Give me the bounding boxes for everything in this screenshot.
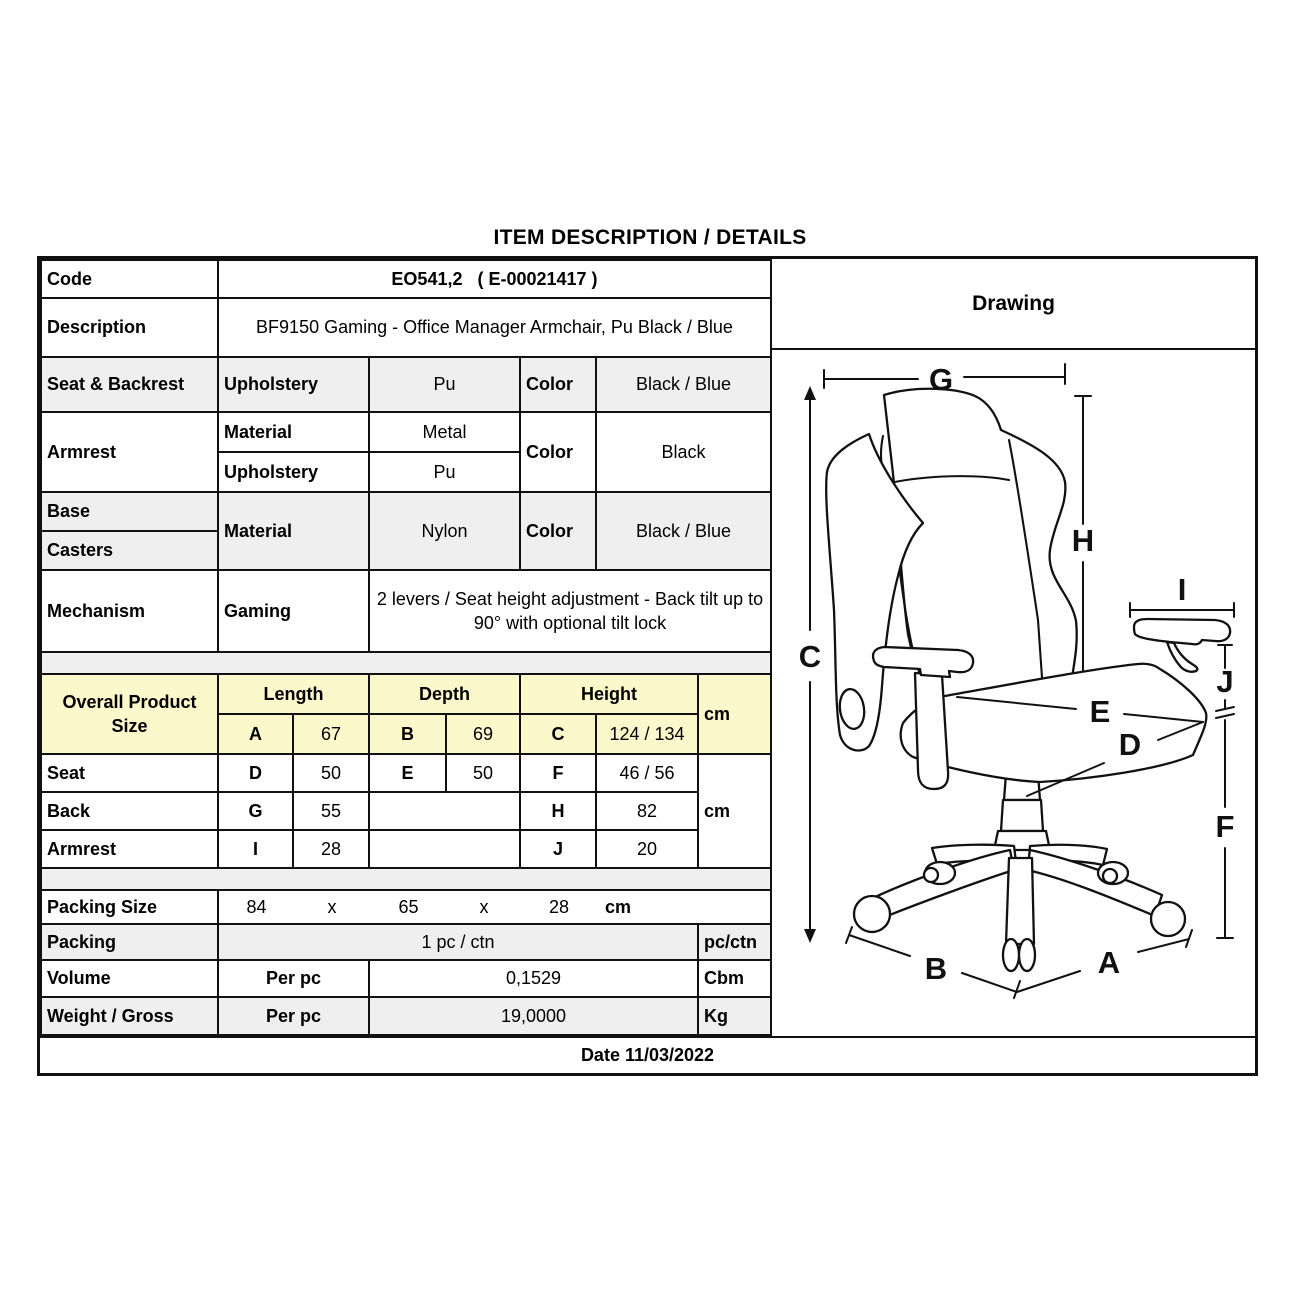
caster-right [1151,902,1185,936]
drawing-title: Drawing [772,259,1255,350]
base-arm-front [1006,858,1034,944]
row-size-seat [41,754,771,792]
seat-backrest-label: Seat & Backrest [41,357,218,412]
dim-label-f: F [1215,809,1235,844]
row-volume [41,960,771,997]
row-armrest-material [41,412,771,452]
dim-label-g: G [928,362,954,397]
size-back-height-key: H [520,792,596,830]
gas-lift-lower [1001,800,1043,831]
size-overall-height: 124 / 134 [596,714,698,754]
packing-size-label: Packing Size [41,890,218,924]
base-color-label: Color [520,492,596,570]
weight-label: Weight / Gross [41,997,218,1035]
size-overall-unit: cm [698,674,771,754]
armrest-upholstery-label: Upholstery [218,452,369,492]
spec-frame [37,256,1258,1076]
spacer [41,868,771,890]
volume-unit: Cbm [698,960,771,997]
caster-front-wheel-left [1003,939,1019,971]
description-value: BF9150 Gaming - Office Manager Armchair, Pu Black / Blue [218,298,771,357]
size-back-label: Back [41,792,218,830]
drawing-panel [772,259,1255,1036]
dim-label-b: B [924,951,948,986]
row-size-armrest [41,830,771,868]
armrest-material-value: Metal [369,412,520,452]
volume-label: Volume [41,960,218,997]
packing-label: Packing [41,924,218,960]
size-seat-length: 50 [293,754,369,792]
size-back-length: 55 [293,792,369,830]
row-spacer-2 [41,868,771,890]
caster-left [854,896,890,932]
dim-label-e: E [1089,694,1111,729]
caster-front-wheel-right [1019,939,1035,971]
page-title: ITEM DESCRIPTION / DETAILS [493,226,807,249]
armrest-side-stem [915,673,948,789]
armrest-label: Armrest [41,412,218,492]
chair-drawing [772,350,1260,1034]
armrest-upholstery-value: Pu [369,452,520,492]
code-label: Code [41,260,218,298]
casters-label: Casters [41,531,218,570]
packing-size-length: 84 [246,896,267,917]
row-packing [41,924,771,960]
packing-size-sep2: x [479,896,489,917]
packing-size-values [218,890,771,924]
armrest-detail-stem [1167,642,1197,672]
dim-label-d: D [1118,727,1142,762]
mechanism-type: Gaming [218,570,369,652]
weight-basis: Per pc [218,997,369,1035]
size-label: Overall Product Size [41,674,218,754]
row-size-headers [41,674,771,714]
base-label: Base [41,492,218,531]
size-back-depth-empty [369,792,520,830]
armrest-detail-pad [1134,619,1230,644]
weight-unit: Kg [698,997,771,1035]
date-row: Date 11/03/2022 [40,1036,1255,1073]
dim-label-i: I [1177,572,1187,607]
row-packing-size [41,890,771,924]
size-back-length-key: G [218,792,293,830]
size-seat-label: Seat [41,754,218,792]
mechanism-label: Mechanism [41,570,218,652]
mechanism-details: 2 levers / Seat height adjustment - Back tilt up to 90° with optional tilt lock [369,570,771,652]
row-spacer-1 [41,652,771,674]
armrest-color-value: Black [596,412,771,492]
packing-unit: pc/ctn [698,924,771,960]
size-overall-height-key: C [520,714,596,754]
code-value: EO541,2 ( E-00021417 ) [218,260,771,298]
seat-backrest-color-label: Color [520,357,596,412]
weight-value: 19,0000 [369,997,698,1035]
size-overall-length-key: A [218,714,293,754]
base-color-value: Black / Blue [596,492,771,570]
seat-backrest-color-value: Black / Blue [596,357,771,412]
base-material-value: Nylon [369,492,520,570]
size-armrest-length-key: I [218,830,293,868]
size-armrest-height-key: J [520,830,596,868]
row-weight [41,997,771,1035]
description-label: Description [41,298,218,357]
size-header-length: Length [218,674,369,714]
packing-size-sep1: x [327,896,337,917]
dim-label-j: J [1216,664,1234,699]
size-armrest-length: 28 [293,830,369,868]
seat-backrest-material: Pu [369,357,520,412]
packing-size-height: 28 [548,896,570,917]
size-seat-depth-key: E [369,754,446,792]
size-header-height: Height [520,674,698,714]
size-seat-height-key: F [520,754,596,792]
packing-size-unit: cm [605,896,632,917]
size-seat-depth: 50 [446,754,520,792]
row-seat-backrest [41,357,771,412]
size-armrest-depth-empty [369,830,520,868]
row-size-back [41,792,771,830]
spacer [41,652,771,674]
dim-label-c: C [798,639,822,674]
size-header-depth: Depth [369,674,520,714]
row-description [41,298,771,357]
volume-basis: Per pc [218,960,369,997]
size-back-height: 82 [596,792,698,830]
armrest-color-label: Color [520,412,596,492]
spec-table [40,259,772,1036]
size-overall-length: 67 [293,714,369,754]
packing-size-width: 65 [398,896,419,917]
dim-label-a: A [1097,945,1121,980]
size-overall-depth: 69 [446,714,520,754]
size-seat-height: 46 / 56 [596,754,698,792]
armrest-material-label: Material [218,412,369,452]
caster-back-right-cap [1103,869,1117,883]
row-mechanism [41,570,771,652]
armrest-side-pad [873,647,973,677]
base-material-label: Material [218,492,369,570]
row-code [41,260,771,298]
size-overall-depth-key: B [369,714,446,754]
packing-value: 1 pc / ctn [218,924,698,960]
size-seat-length-key: D [218,754,293,792]
size-armrest-label: Armrest [41,830,218,868]
volume-value: 0,1529 [369,960,698,997]
size-armrest-height: 20 [596,830,698,868]
row-base [41,492,771,531]
dim-label-h: H [1071,523,1095,558]
caster-back-left-cap [924,868,938,882]
seat-backrest-property: Upholstery [218,357,369,412]
size-rows-unit: cm [698,754,771,868]
